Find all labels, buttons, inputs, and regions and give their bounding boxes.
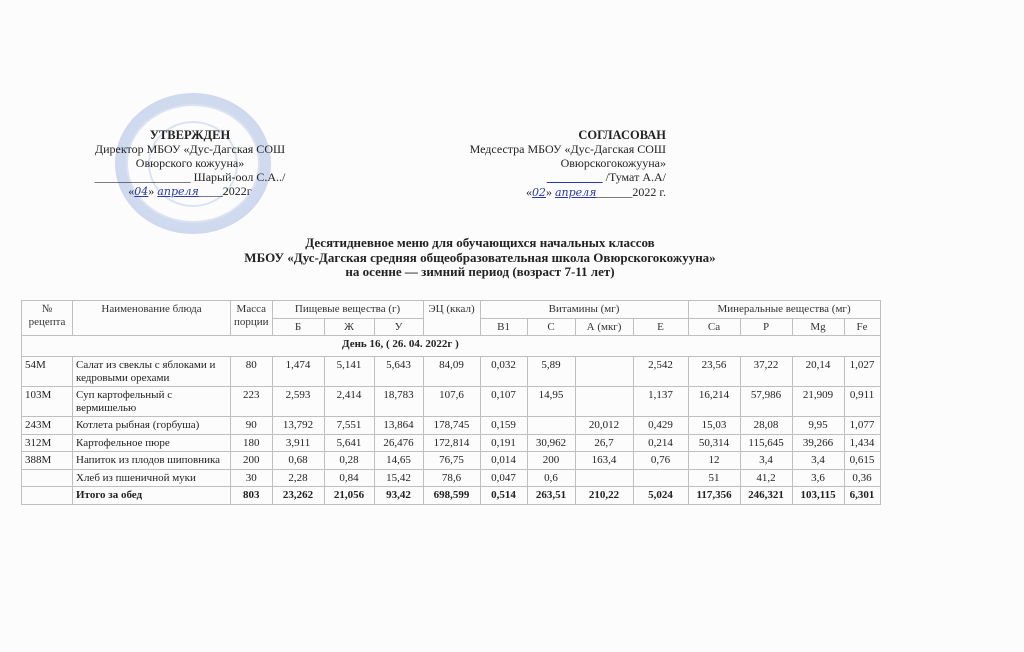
cell-b1: 0,159 [480, 417, 527, 435]
cell-fe: 1,027 [844, 357, 880, 387]
cell-e [633, 469, 688, 487]
cell-zh: 21,056 [324, 487, 374, 505]
title-line2: МБОУ «Дус-Дагская средняя общеобразовательная школа Овюрскогокожууна» [244, 249, 716, 265]
cell-mg: 3,6 [792, 469, 844, 487]
total-row [22, 487, 881, 505]
cell-e: 0,76 [633, 452, 688, 470]
cell-p: 57,986 [740, 387, 792, 417]
agreement-date-month: апреля [554, 186, 597, 199]
cell-no [22, 487, 73, 505]
cell-p: 3,4 [740, 452, 792, 470]
cell-mass: 200 [231, 452, 273, 470]
table-row [22, 452, 881, 470]
menu-table [21, 300, 881, 505]
cell-u: 26,476 [374, 434, 423, 452]
cell-e: 0,214 [633, 434, 688, 452]
header-p: Р [740, 318, 792, 336]
approval-heading: УТВЕРЖДЕН [149, 128, 231, 142]
cell-p: 41,2 [740, 469, 792, 487]
cell-fe: 0,615 [844, 452, 880, 470]
approval-line1: Директор МБОУ «Дус-Дагская СОШ [94, 142, 286, 156]
header-minerals: Минеральные вещества (мг) [688, 301, 880, 319]
cell-b1: 0,014 [480, 452, 527, 470]
header-dish-name: Наименование блюда [73, 301, 231, 336]
cell-no: 103М [22, 387, 73, 417]
cell-e: 2,542 [633, 357, 688, 387]
agreement-block [420, 128, 666, 200]
agreement-line1: Медсестра МБОУ «Дус-Дагская СОШ [469, 142, 666, 156]
header-b: Б [272, 318, 324, 336]
cell-ec: 78,6 [423, 469, 480, 487]
cell-ca: 50,314 [688, 434, 740, 452]
header-row-1 [22, 301, 881, 319]
cell-ca: 16,214 [688, 387, 740, 417]
cell-p: 246,321 [740, 487, 792, 505]
cell-b1: 0,047 [480, 469, 527, 487]
cell-ca: 12 [688, 452, 740, 470]
cell-name: Картофельное пюре [73, 434, 231, 452]
cell-zh: 2,414 [324, 387, 374, 417]
cell-ec: 698,599 [423, 487, 480, 505]
agreement-heading: СОГЛАСОВАН [578, 128, 666, 142]
table-row [22, 387, 881, 417]
cell-mg: 103,115 [792, 487, 844, 505]
title-line1: Десятидневное меню для обучающихся начальных классов [305, 235, 655, 250]
cell-no: 388М [22, 452, 73, 470]
cell-c: 200 [527, 452, 575, 470]
cell-fe: 6,301 [844, 487, 880, 505]
cell-a [575, 387, 633, 417]
cell-zh: 0,84 [324, 469, 374, 487]
cell-a: 163,4 [575, 452, 633, 470]
agreement-date: «02» апреля______2022 г. [525, 185, 666, 199]
cell-b: 13,792 [272, 417, 324, 435]
cell-b1: 0,514 [480, 487, 527, 505]
cell-u: 13,864 [374, 417, 423, 435]
day-label: День 16, ( 26. 04. 2022г ) [22, 336, 881, 357]
table-row [22, 357, 881, 387]
header-c: С [527, 318, 575, 336]
header-b1: В1 [480, 318, 527, 336]
cell-u: 14,65 [374, 452, 423, 470]
cell-ec: 178,745 [423, 417, 480, 435]
cell-p: 37,22 [740, 357, 792, 387]
cell-c [527, 417, 575, 435]
cell-name: Суп картофельный с вермишелью [73, 387, 231, 417]
cell-fe: 1,077 [844, 417, 880, 435]
cell-no: 243М [22, 417, 73, 435]
document-title [100, 236, 860, 280]
header-vitamins: Витамины (мг) [480, 301, 688, 319]
cell-u: 5,643 [374, 357, 423, 387]
cell-fe: 1,434 [844, 434, 880, 452]
table-row [22, 417, 881, 435]
agreement-date-day: 02 [531, 186, 546, 199]
cell-ca: 51 [688, 469, 740, 487]
cell-c: 30,962 [527, 434, 575, 452]
cell-a: 20,012 [575, 417, 633, 435]
cell-no [22, 469, 73, 487]
cell-no: 312М [22, 434, 73, 452]
cell-b: 23,262 [272, 487, 324, 505]
cell-ec: 107,6 [423, 387, 480, 417]
cell-e: 0,429 [633, 417, 688, 435]
cell-mass: 80 [231, 357, 273, 387]
cell-mass: 30 [231, 469, 273, 487]
cell-a: 210,22 [575, 487, 633, 505]
cell-b1: 0,032 [480, 357, 527, 387]
header-zh: Ж [324, 318, 374, 336]
cell-u: 18,783 [374, 387, 423, 417]
cell-mg: 39,266 [792, 434, 844, 452]
cell-mg: 3,4 [792, 452, 844, 470]
cell-ec: 76,75 [423, 452, 480, 470]
cell-zh: 0,28 [324, 452, 374, 470]
cell-name: Напиток из плодов шиповника [73, 452, 231, 470]
cell-b: 3,911 [272, 434, 324, 452]
cell-b: 0,68 [272, 452, 324, 470]
approval-date: «04» апреля____2022г [128, 184, 252, 198]
cell-ca: 117,356 [688, 487, 740, 505]
cell-no: 54М [22, 357, 73, 387]
cell-mass: 90 [231, 417, 273, 435]
cell-p: 28,08 [740, 417, 792, 435]
cell-c: 14,95 [527, 387, 575, 417]
table-row [22, 434, 881, 452]
header-energy: ЭЦ (ккал) [423, 301, 480, 336]
cell-b: 2,28 [272, 469, 324, 487]
approval-block [60, 128, 320, 199]
day-row [22, 336, 881, 357]
header-a: А (мкг) [575, 318, 633, 336]
cell-name: Салат из свеклы с яблоками и кедровыми орехами [73, 357, 231, 387]
header-recipe-no: № рецепта [22, 301, 73, 336]
cell-mass: 803 [231, 487, 273, 505]
title-line3: на осенне — зимний период (возраст 7-11 лет) [345, 264, 615, 279]
cell-ec: 84,09 [423, 357, 480, 387]
cell-mass: 223 [231, 387, 273, 417]
cell-u: 15,42 [374, 469, 423, 487]
header-ca: Са [688, 318, 740, 336]
cell-ec: 172,814 [423, 434, 480, 452]
cell-u: 93,42 [374, 487, 423, 505]
header-nutrients: Пищевые вещества (г) [272, 301, 423, 319]
cell-mg: 20,14 [792, 357, 844, 387]
cell-ca: 15,03 [688, 417, 740, 435]
cell-zh: 7,551 [324, 417, 374, 435]
header-e: Е [633, 318, 688, 336]
agreement-line2: Овюрскогокожууна» [560, 156, 666, 170]
approval-signature: ________________ Шарый-оол С.А../ [94, 170, 286, 184]
table-row [22, 469, 881, 487]
header-u: У [374, 318, 423, 336]
cell-b1: 0,107 [480, 387, 527, 417]
header-portion: Масса порции [231, 301, 273, 336]
cell-b1: 0,191 [480, 434, 527, 452]
cell-fe: 0,36 [844, 469, 880, 487]
cell-c: 5,89 [527, 357, 575, 387]
approval-date-month: апреля [157, 185, 199, 198]
header-mg: Mg [792, 318, 844, 336]
approval-date-day: 04 [134, 185, 149, 198]
cell-name: Хлеб из пшеничной муки [73, 469, 231, 487]
cell-c: 0,6 [527, 469, 575, 487]
cell-c: 263,51 [527, 487, 575, 505]
header-fe: Fe [844, 318, 880, 336]
cell-b: 1,474 [272, 357, 324, 387]
cell-b: 2,593 [272, 387, 324, 417]
agreement-signature: /Тумат А.А/ [605, 170, 666, 184]
cell-zh: 5,141 [324, 357, 374, 387]
cell-mass: 180 [231, 434, 273, 452]
cell-a: 26,7 [575, 434, 633, 452]
cell-mg: 9,95 [792, 417, 844, 435]
cell-e: 1,137 [633, 387, 688, 417]
cell-zh: 5,641 [324, 434, 374, 452]
cell-a [575, 357, 633, 387]
cell-name: Итого за обед [73, 487, 231, 505]
cell-name: Котлета рыбная (горбуша) [73, 417, 231, 435]
cell-a [575, 469, 633, 487]
cell-e: 5,024 [633, 487, 688, 505]
cell-ca: 23,56 [688, 357, 740, 387]
cell-fe: 0,911 [844, 387, 880, 417]
cell-mg: 21,909 [792, 387, 844, 417]
cell-p: 115,645 [740, 434, 792, 452]
approval-line2: Овюрского кожууна» [135, 156, 245, 170]
